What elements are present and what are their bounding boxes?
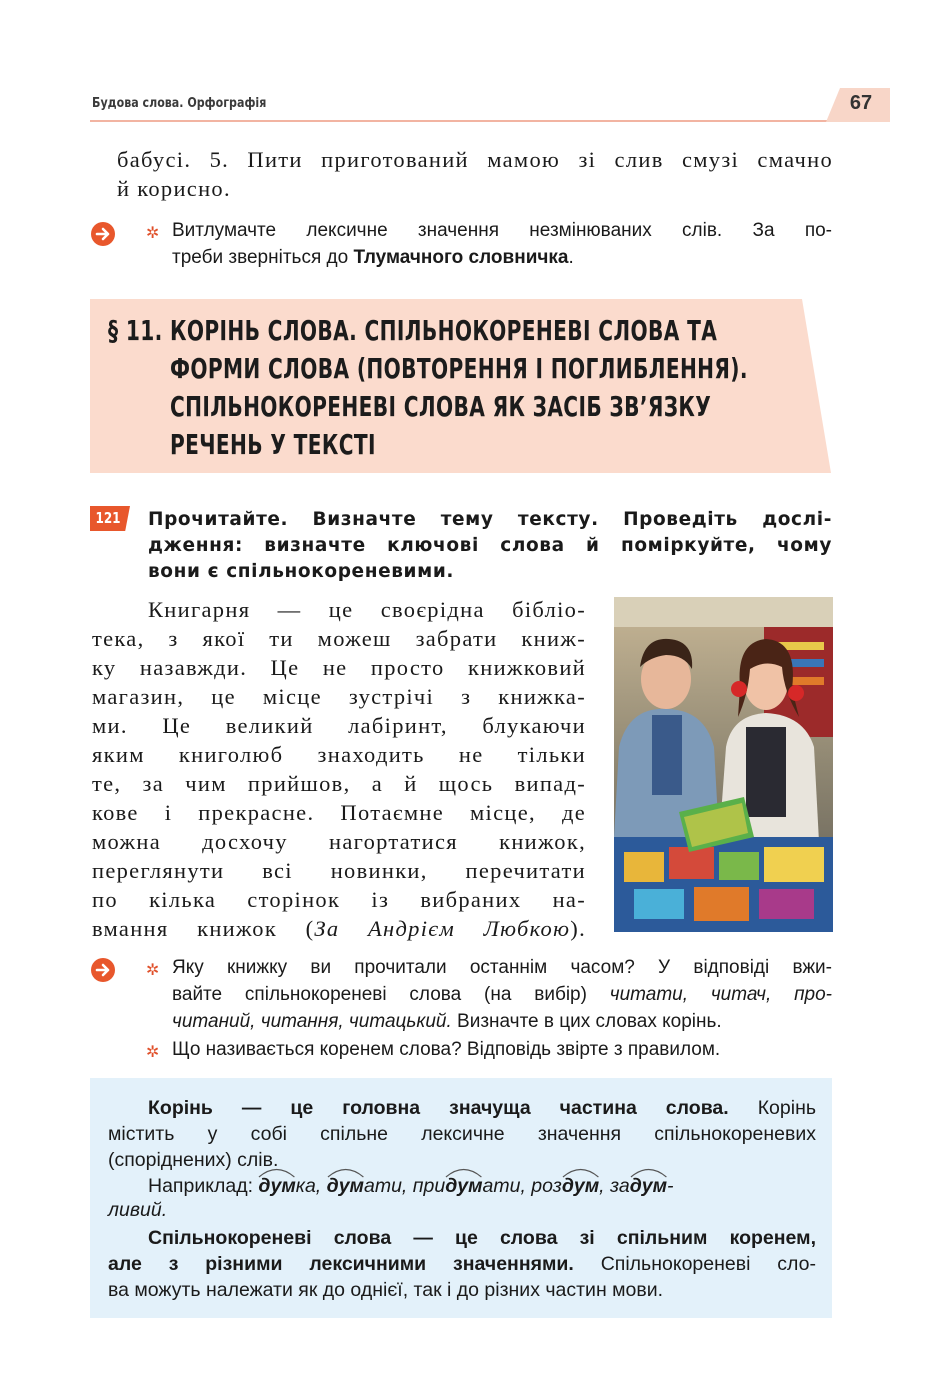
task-q1-end: Визначте в цих словах корінь.	[451, 1011, 722, 1032]
text-line-4: магазин, це місце зустрічі з книжка-	[92, 684, 586, 709]
arrow-right-circle-icon	[91, 958, 115, 982]
asterisk-icon: ✲	[146, 960, 160, 979]
example-word-suffix: ,	[599, 1175, 605, 1197]
task-q1-text: вайте спільнокореневі слова (на вибір)	[172, 984, 610, 1005]
example-word-root: дум	[258, 1175, 295, 1197]
text-source: За Андрієм Любкою	[314, 916, 571, 941]
root-arc-icon	[258, 1166, 295, 1178]
example-word-suffix: ати,	[482, 1175, 526, 1197]
example-word-root: дум	[630, 1175, 667, 1197]
task-top-line-1: Витлумачте лексичне значення незмінюваних слів. За по-	[172, 220, 832, 241]
example-word-root: дум	[445, 1175, 482, 1197]
example-word-suffix: -	[667, 1175, 674, 1197]
asterisk-icon: ✲	[146, 1042, 160, 1061]
rule-example-line-2: ливий.	[108, 1199, 168, 1221]
rule-line-3: (споріднених) слів.	[108, 1149, 279, 1171]
task-q2: Що називається коренем слова? Відповідь звірте з правилом.	[172, 1039, 721, 1060]
continuation-line-2: й корисно.	[117, 176, 231, 201]
example-word-prefix: при	[412, 1175, 446, 1197]
continuation-line-1: бабусі. 5. Пити приготований мамою зі слив смузі смачно	[117, 147, 833, 172]
text-line-2: тека, з якої ти можеш забрати книж-	[92, 626, 586, 651]
example-label: Наприклад:	[148, 1175, 259, 1197]
rule-definition-root: Корінь — це головна значуща частина слова.	[148, 1097, 729, 1119]
text-line-9: можна досхочу нагортатися книжок,	[92, 829, 586, 854]
rule-definition-cognates: але з різними лексичними значеннями.	[108, 1253, 574, 1275]
dictionary-reference: Тлумачного словничка	[353, 247, 569, 268]
rule-line-2: містить у собі спільне лексичне значення спільнокореневих	[108, 1123, 816, 1145]
task-q1-words-1: читати, читач, про-	[609, 984, 832, 1005]
bookstore-photo	[614, 597, 833, 932]
section-number: § 11.	[108, 314, 163, 347]
task-q1-line-3	[172, 1011, 722, 1033]
task-top-end: .	[568, 247, 574, 268]
rule-line-5	[108, 1253, 816, 1276]
text-line-3: ку назавжди. Це не просто книжковий	[92, 655, 586, 680]
example-word	[610, 1175, 674, 1197]
rule-example-line	[148, 1175, 674, 1198]
task-q1-line-2	[172, 984, 832, 1006]
text-line-6: яким книголюб знаходить не тільки	[92, 742, 586, 767]
rule-line-1-rest: Корінь	[728, 1097, 816, 1119]
section-title-line-2: ФОРМИ СЛОВА (ПОВТОРЕННЯ І ПОГЛИБЛЕННЯ).	[170, 352, 748, 385]
root-arc-icon	[562, 1166, 599, 1178]
rule-line-6: ва можуть належати як до однієї, так і до різних частин мови.	[108, 1279, 664, 1301]
text-line-12-end: ).	[570, 916, 586, 941]
running-header: Будова слова. Орфографія	[92, 95, 267, 111]
example-word-root: дум	[327, 1175, 364, 1197]
text-line-10: переглянути всі новинки, перечитати	[92, 858, 586, 883]
section-title-line-4: РЕЧЕНЬ У ТЕКСТІ	[170, 428, 376, 461]
text-line-8: кове і прекрасне. Потаємне місце, де	[92, 800, 586, 825]
section-title-line-1: КОРІНЬ СЛОВА. СПІЛЬНОКОРЕНЕВІ СЛОВА ТА	[170, 314, 718, 347]
example-word	[258, 1175, 321, 1197]
text-line-7: те, за чим прийшов, а й щось випад-	[92, 771, 586, 796]
text-line-12-start: вмання книжок (	[92, 916, 315, 941]
page-number: 67	[849, 92, 873, 114]
exercise-instruction-line-2: дження: визначте ключові слова й поміркуйте, чому	[148, 535, 832, 556]
header-divider	[90, 120, 888, 122]
root-arc-icon	[327, 1166, 364, 1178]
text-line-1: Книгарня — це своєрідна бібліо-	[148, 597, 586, 622]
example-word	[531, 1175, 604, 1197]
text-line-12	[92, 916, 586, 942]
text-line-5: ми. Це великий лабіринт, блукаючи	[92, 713, 586, 738]
example-word-suffix: ка,	[295, 1175, 322, 1197]
example-word-root: дум	[562, 1175, 599, 1197]
example-word	[413, 1175, 526, 1197]
example-word-prefix: за	[610, 1175, 630, 1197]
task-top-text: треби зверніться до	[172, 247, 354, 268]
arrow-right-circle-icon	[91, 222, 115, 246]
task-q1-line-1: Яку книжку ви прочитали останнім часом? У відповіді вжи-	[172, 957, 832, 978]
root-arc-icon	[630, 1166, 667, 1178]
exercise-instruction-line-1: Прочитайте. Визначте тему тексту. Проведіть дослі-	[148, 509, 832, 530]
exercise-instruction-line-3: вони є спільнокореневими.	[148, 561, 455, 582]
rule-line-1	[148, 1097, 816, 1120]
asterisk-icon: ✲	[146, 223, 160, 242]
rule-line-4: Спільнокореневі слова — це слова зі спільним коренем,	[148, 1227, 816, 1249]
rule-line-5-rest: Спільнокореневі сло-	[573, 1253, 816, 1275]
exercise-number: 121	[95, 509, 121, 527]
example-word-suffix: ати,	[363, 1175, 408, 1197]
root-arc-icon	[445, 1166, 482, 1178]
example-words	[258, 1175, 673, 1197]
example-word	[327, 1175, 408, 1197]
example-word-prefix: роз	[531, 1175, 562, 1197]
task-top-line-2	[172, 247, 574, 269]
task-q1-words-2: читаний, читання, читацький.	[172, 1011, 452, 1032]
section-title-line-3: СПІЛЬНОКОРЕНЕВІ СЛОВА ЯК ЗАСІБ ЗВ’ЯЗКУ	[170, 390, 712, 423]
text-line-11: по кілька сторінок із вибраних на-	[92, 887, 586, 912]
